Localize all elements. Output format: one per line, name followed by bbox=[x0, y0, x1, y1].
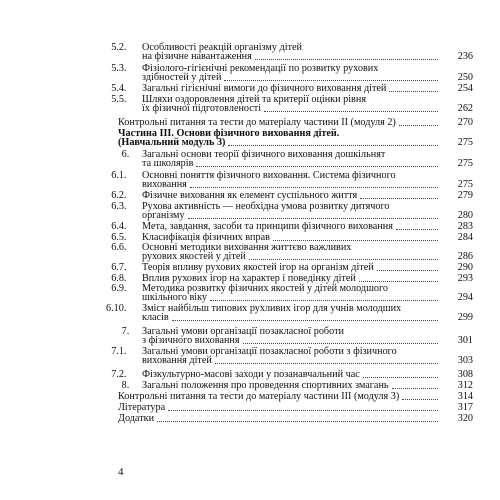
page-number: 4 bbox=[118, 466, 124, 478]
leader-dots bbox=[215, 363, 438, 364]
toc-entry-title: Загальні основи теорії фізичного виховання дошкільнят bbox=[142, 149, 386, 160]
toc-entry-title: Вплив рухових ігор на характер і поведінку дітей bbox=[142, 273, 356, 284]
toc-entry-number: 5.5. bbox=[111, 94, 127, 105]
toc-entry-title: Рухова активність — необхідна умова розвитку дитячого bbox=[142, 201, 390, 212]
toc-entry-title: Фізичне виховання як елемент суспільного життя bbox=[142, 190, 358, 201]
toc-entry-page: 254 bbox=[457, 83, 473, 94]
toc-entry-title: на фізичне навантаження bbox=[142, 51, 252, 63]
toc-entry-page: 270 bbox=[457, 117, 473, 128]
toc-entry-number: 7. bbox=[121, 326, 130, 337]
toc-entry-page: 303 bbox=[457, 355, 473, 367]
toc-entry-number: 6.1. bbox=[111, 170, 127, 181]
leader-dots bbox=[255, 59, 438, 60]
toc-entry-title: та школярів bbox=[142, 158, 194, 170]
leader-dots bbox=[360, 198, 438, 199]
toc-entry-number: 6.8. bbox=[111, 273, 127, 284]
leader-dots bbox=[392, 388, 438, 389]
toc-entry-number: 6.9. bbox=[111, 283, 127, 294]
toc-entry-number: 6.3. bbox=[111, 201, 127, 212]
toc-entry-title: Додатки bbox=[118, 413, 155, 424]
toc-entry-title: Загальні положення про проведення спортивних змагань bbox=[142, 380, 389, 391]
toc-entry-number: 5.3. bbox=[111, 63, 127, 74]
toc-entry-title: Фізіолого-гігієнічні рекомендації по розвитку рухових bbox=[142, 63, 379, 74]
toc-entry-page: 317 bbox=[457, 402, 473, 413]
toc-entry-title: Теорія впливу рухових якостей ігор на організм дітей bbox=[142, 262, 374, 273]
toc-entry-title: виховання дітей bbox=[142, 355, 212, 367]
toc-entry-page: 250 bbox=[457, 72, 473, 84]
toc-entry-number: 6.5. bbox=[111, 232, 127, 243]
toc-entry-number: 6.4. bbox=[111, 221, 127, 232]
toc-entry-number: 7.1. bbox=[111, 346, 127, 357]
leader-dots bbox=[168, 410, 438, 411]
toc-entry-page: 314 bbox=[457, 391, 473, 402]
toc-entry-page: 308 bbox=[457, 369, 473, 380]
toc-entry-title: з фізичного виховання bbox=[142, 335, 240, 347]
leader-dots bbox=[243, 343, 438, 344]
leader-dots bbox=[190, 187, 438, 188]
toc-entry-page: 294 bbox=[457, 292, 473, 304]
toc-entry-page: 320 bbox=[457, 413, 473, 424]
toc-entry-title: виховання bbox=[142, 179, 187, 191]
leader-dots bbox=[188, 218, 438, 219]
leader-dots bbox=[399, 125, 438, 126]
toc-entry-page: 279 bbox=[457, 190, 473, 201]
toc-entry-number: 8. bbox=[121, 380, 130, 391]
toc-entry-page: 280 bbox=[457, 210, 473, 222]
leader-dots bbox=[389, 91, 438, 92]
toc-entry-page: 301 bbox=[457, 335, 473, 347]
toc-entry-title: рухових якостей у дітей bbox=[142, 251, 246, 263]
toc-entry-title: Класифікація фізичних вправ bbox=[142, 232, 270, 243]
toc-entry-page: 290 bbox=[457, 262, 473, 273]
toc-entry-page: 293 bbox=[457, 273, 473, 284]
toc-entry-number: 6.2. bbox=[111, 190, 127, 201]
leader-dots bbox=[359, 281, 438, 282]
leader-dots bbox=[224, 80, 438, 81]
leader-dots bbox=[363, 377, 438, 378]
toc-entry-page: 299 bbox=[457, 312, 473, 324]
leader-dots bbox=[264, 111, 438, 112]
toc-entry-number: 5.4. bbox=[111, 83, 127, 94]
toc-entry-page: 286 bbox=[457, 251, 473, 263]
leader-dots bbox=[210, 300, 438, 301]
toc-entry-title: Загальні умови організації позакласної роботи з фізичного bbox=[142, 346, 397, 357]
leader-dots bbox=[157, 421, 438, 422]
toc-entry-title: класів bbox=[142, 312, 169, 324]
toc-entry-number: 6.6. bbox=[111, 242, 127, 253]
toc-entry-title: їх фізичної підготовленості bbox=[142, 103, 262, 115]
toc-entry-page: 262 bbox=[457, 103, 473, 115]
leader-dots bbox=[172, 320, 438, 321]
toc-entry-title: Шляхи оздоровлення дітей та критерії оцінки рівня bbox=[142, 94, 367, 105]
toc-entry-page: 284 bbox=[457, 232, 473, 243]
leader-dots bbox=[249, 259, 438, 260]
toc-entry-number: 6.7. bbox=[111, 262, 127, 273]
toc-entry-page: 275 bbox=[457, 158, 473, 170]
leader-dots bbox=[377, 270, 438, 271]
leader-dots bbox=[196, 166, 438, 167]
toc-entry-number: 6.10. bbox=[106, 303, 127, 314]
toc-entry-title: Література bbox=[118, 402, 166, 413]
toc-entry-title: Фізкультурно-масові заходи у позанавчальний час bbox=[142, 369, 360, 380]
toc-entry-title: Загальні гігієнічні вимоги до фізичного виховання дітей bbox=[142, 83, 387, 94]
toc-entry-title: Контрольні питання та тести до матеріалу частини III (модуля 3) bbox=[118, 391, 400, 402]
toc-entry-title: шкільного віку bbox=[142, 292, 208, 304]
leader-dots bbox=[396, 229, 438, 230]
leader-dots bbox=[402, 399, 438, 400]
toc-entry-title: здібностей у дітей bbox=[142, 72, 222, 84]
toc-entry-number: 7.2. bbox=[111, 369, 127, 380]
toc-entry-page: 275 bbox=[457, 137, 473, 149]
toc-entry-number: 5.2. bbox=[111, 42, 127, 53]
toc-entry-title: Мета, завдання, засоби та принципи фізичного виховання bbox=[142, 221, 393, 232]
toc-entry-page: 236 bbox=[457, 51, 473, 63]
toc-entry-page: 312 bbox=[457, 380, 473, 391]
toc-entry-title: Методика розвитку фізичних якостей у дітей молодшого bbox=[142, 283, 389, 294]
toc-entry-page: 283 bbox=[457, 221, 473, 232]
toc-entry-title: Основні методики виховання життєво важливих bbox=[142, 242, 352, 253]
toc-entry-title: Контрольні питання та тести до матеріалу частини II (модуля 2) bbox=[118, 117, 396, 128]
toc-entry-title: організму bbox=[142, 210, 185, 222]
toc-entry-title: Загальні умови організації позакласної роботи bbox=[142, 326, 344, 337]
leader-dots bbox=[228, 145, 438, 146]
toc-entry-title: Зміст найбільш типових рухливих ігор для учнів молодших bbox=[142, 303, 402, 314]
toc-entry-title: Частина III. Основи фізичного виховання дітей. bbox=[118, 128, 340, 139]
toc-entry-page: 275 bbox=[457, 179, 473, 191]
toc-entry-title: (Навчальний модуль 3) bbox=[118, 137, 226, 149]
toc-entry-title: Основні поняття фізичного виховання. Система фізичного bbox=[142, 170, 396, 181]
toc-entry-number: 6. bbox=[121, 149, 130, 160]
toc-entry-title: Особливості реакцій організму дітей bbox=[142, 42, 302, 53]
leader-dots bbox=[273, 240, 438, 241]
